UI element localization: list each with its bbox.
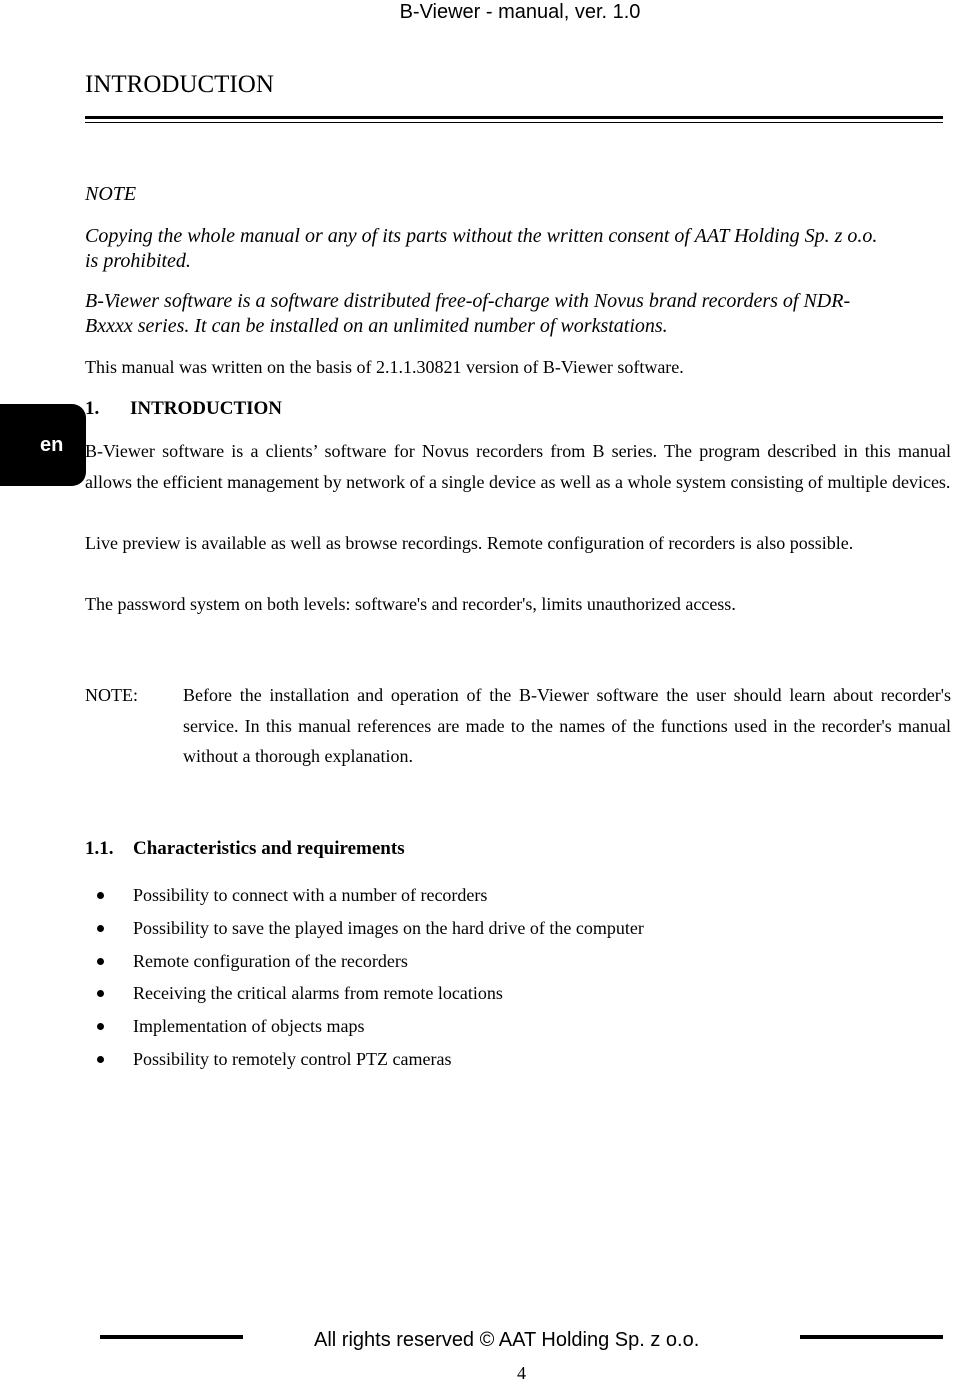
header-rule-thick xyxy=(85,116,943,119)
intro-heading-title: INTRODUCTION xyxy=(130,398,283,419)
bullet-icon xyxy=(97,958,104,965)
bullet-icon xyxy=(97,990,104,997)
list-item-text: Receiving the critical alarms from remote locations xyxy=(133,983,503,1004)
intro-paragraph-2: Live preview is available as well as browse recordings. Remote configuration of recorders is also possible. xyxy=(85,533,854,553)
software-line-1: B-Viewer software is a software distributed free-of-charge with Novus brand recorders of NDR- xyxy=(85,290,851,312)
intro-heading xyxy=(85,397,282,421)
characteristics-heading-number: 1.1. xyxy=(85,838,114,859)
copyright-line-2: is prohibited. xyxy=(85,250,191,272)
header-rule-thin xyxy=(85,122,943,123)
header-title: B-Viewer - manual, ver. 1.0 xyxy=(399,1,641,23)
list-item xyxy=(95,880,644,913)
intro-paragraph-1: B-Viewer software is a clients’ software for Novus recorders from B series. The program described in this manual allows the efficient management by network of a single device as well as a whole system consisting of multiple devices. xyxy=(85,441,951,492)
bullet-icon xyxy=(97,1023,104,1030)
bullet-icon xyxy=(97,892,104,899)
characteristics-list xyxy=(95,880,644,1077)
list-item-text: Possibility to connect with a number of recorders xyxy=(133,885,488,905)
copyright-notice xyxy=(85,224,945,274)
software-notice xyxy=(85,289,945,339)
page-number: 4 xyxy=(517,1363,526,1383)
intro-paragraph-3: The password system on both levels: software's and recorder's, limits unauthorized access. xyxy=(85,594,736,614)
software-line-2: Bxxxx series. It can be installed on an unlimited number of workstations. xyxy=(85,315,668,337)
list-item xyxy=(95,1011,644,1044)
bullet-icon xyxy=(97,1056,104,1063)
footer-rights: All rights reserved © AAT Holding Sp. z o.o. xyxy=(314,1329,700,1351)
version-line: This manual was written on the basis of 2.1.1.30821 version of B-Viewer software. xyxy=(85,357,684,377)
language-tab: en xyxy=(0,404,86,486)
note2-label: NOTE: xyxy=(85,685,138,705)
footer-rule-right xyxy=(800,1335,943,1339)
list-item-text: Implementation of objects maps xyxy=(133,1016,365,1037)
note2-text: Before the installation and operation of the B-Viewer software the user should learn about recorder's service. In this manual references are made to the names of the functions used in the recorder's manual without a thorough explanation. xyxy=(183,685,951,766)
intro-heading-number: 1. xyxy=(85,398,100,419)
list-item xyxy=(95,946,644,979)
list-item xyxy=(95,913,644,946)
list-item-text: Remote configuration of the recorders xyxy=(133,950,408,971)
section-heading: INTRODUCTION xyxy=(85,71,274,98)
note-title: NOTE xyxy=(85,183,137,205)
list-item xyxy=(95,978,644,1011)
copyright-line-1: Copying the whole manual or any of its parts without the written consent of AAT Holding Sp. z o.o. xyxy=(85,225,878,247)
list-item xyxy=(95,1044,644,1077)
bullet-icon xyxy=(97,925,104,932)
footer-rule-left xyxy=(100,1335,243,1339)
list-item-text: Possibility to remotely control PTZ cameras xyxy=(133,1048,452,1069)
characteristics-heading-title: Characteristics and requirements xyxy=(133,838,405,859)
characteristics-heading xyxy=(85,837,405,861)
list-item-text: Possibility to save the played images on the hard drive of the computer xyxy=(133,917,644,938)
